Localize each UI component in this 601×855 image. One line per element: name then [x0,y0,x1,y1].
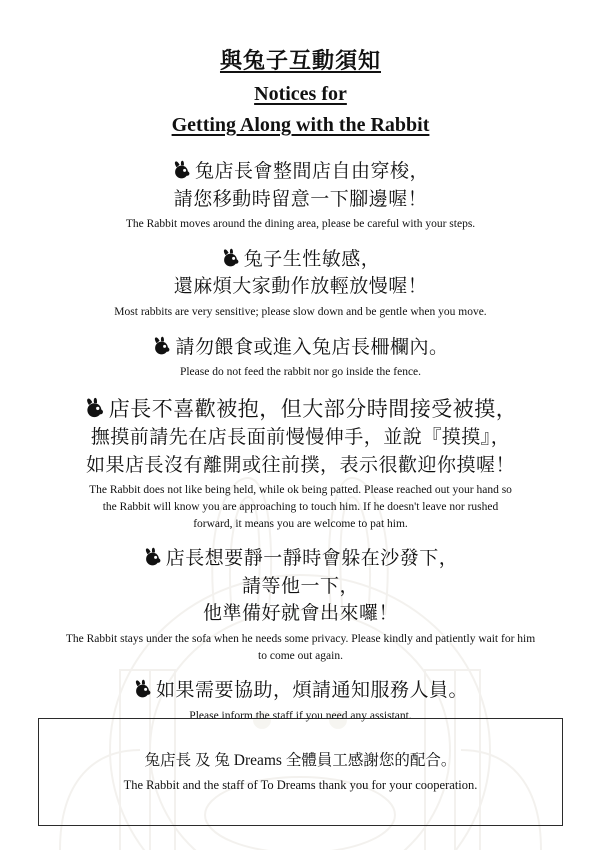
notice-en-line: The Rabbit does not like being held, while ok being patted. Please reached out your hand so the Rabbit will know you are approaching to touch him. If he doesn't leave nor rushed forward, it means you are welcome to pat him. [89,484,512,530]
rabbit-head-icon [221,248,243,268]
footer-english: The Rabbit and the staff of To Dreams thank you for your cooperation. [123,778,478,793]
title-english-line2: Getting Along with the Rabbit [171,114,430,136]
notice-en-line: Please do not feed the rabbit nor go inside the fence. [179,366,422,379]
notice-cn-line: 撫摸前請先在店長面前慢慢伸手，並說『摸摸』， [90,427,511,449]
title-chinese: 與兔子互動須知 [219,48,381,73]
notice-cn-line: 還麻煩大家動作放輕放慢喔！ [173,276,428,298]
notice-cn-line: 如果店長沒有離開或往前撲，表示很歡迎你摸喔！ [85,454,515,476]
notice-en-line: The Rabbit stays under the sofa when he needs some privacy. Please kindly and patiently wait for him to come out again. [65,632,536,662]
notice-en-line: Please inform the staff if you need any assistant. [189,709,412,722]
notice-cn-line: 店長不喜歡被抱，但大部分時間接受被摸， [108,396,518,421]
rabbit-head-icon [84,397,108,419]
notice-item [28,545,573,664]
notice-cn-line: 請您移動時留意一下腳邊喔！ [173,188,428,210]
notice-item [28,246,573,321]
footer-thanks-box [38,718,563,826]
notice-en-line: Most rabbits are very sensitive; please slow down and be gentle when you move. [114,305,487,318]
notice-cn-line: 兔子生性敏感， [243,248,381,270]
notice-cn-line: 店長想要靜一靜時會躲在沙發下， [165,548,459,570]
footer-chinese: 兔店長 及 兔 Dreams 全體員工感謝您的配合。 [144,751,457,769]
rabbit-head-icon [133,679,155,699]
notice-cn-line: 兔店長會整間店自由穿梭， [194,161,429,182]
notice-cn-line: 請勿餵食或進入兔店長柵欄內。 [175,336,449,358]
rabbit-head-icon [152,336,174,356]
notice-item [28,158,573,233]
notice-cn-line: 請等他一下， [241,575,359,597]
page-title [28,44,573,140]
notice-item [28,394,573,533]
notice-cn-line: 如果需要協助，煩請通知服務人員。 [155,680,468,702]
notice-content [28,44,573,725]
rabbit-head-icon [172,160,194,180]
notice-item [28,334,573,381]
title-english-line1: Notices for [254,83,347,105]
notice-en-line: The Rabbit moves around the dining area, please be careful with your steps. [125,218,476,231]
rabbit-head-icon [143,547,165,567]
notice-cn-line: 他準備好就會出來囉！ [202,603,398,625]
